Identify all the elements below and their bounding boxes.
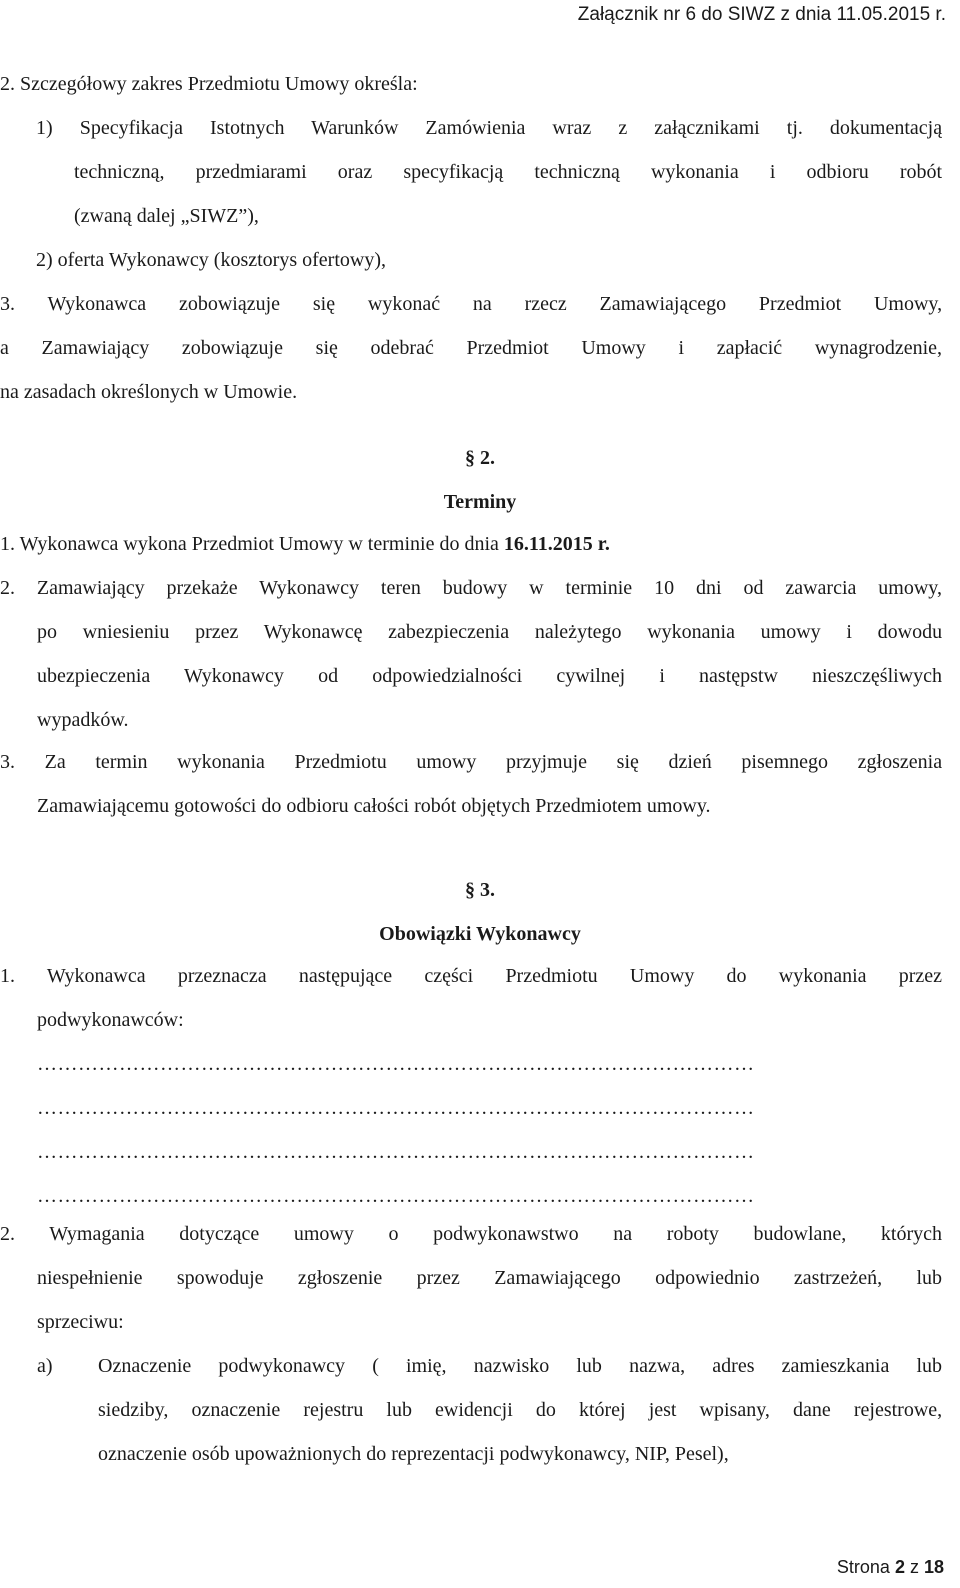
paragraph-2-title: 2. Szczegółowy zakres Przedmiotu Umowy określa:: [0, 73, 418, 95]
section-2-item-2-line-2: po wniesieniu przez Wykonawcę zabezpieczenia należytego wykonania umowy i dowodu: [37, 621, 942, 643]
sub-item-a-line-1: Oznaczenie podwykonawcy ( imię, nazwisko lub nazwa, adres zamieszkania lub: [98, 1355, 942, 1377]
fill-in-line-2: ……………………………………………………………………………………………: [37, 1097, 755, 1119]
fill-in-line-1: ……………………………………………………………………………………………: [37, 1053, 755, 1075]
footer-page-number: 2: [894, 1557, 905, 1577]
paragraph-3-line-2: a Zamawiający zobowiązuje się odebrać Przedmiot Umowy i zapłacić wynagrodzenie,: [0, 337, 942, 359]
fill-in-line-3: ……………………………………………………………………………………………: [37, 1141, 755, 1163]
section-2-item-2-line-4: wypadków.: [37, 709, 129, 731]
sub-item-a-marker: a): [37, 1355, 53, 1377]
deadline-date: 16.11.2015 r.: [503, 533, 610, 555]
sub-item-a-line-2: siedziby, oznaczenie rejestru lub ewidencji do której jest wpisany, dane rejestrowe,: [98, 1399, 942, 1421]
section-3-item-1-line-1: 1. Wykonawca przeznacza następujące części Przedmiotu Umowy do wykonania przez: [0, 965, 942, 987]
section-3-title: Obowiązki Wykonawcy: [379, 923, 581, 945]
section-2-title: Terminy: [443, 491, 517, 513]
footer-total-pages: 18: [923, 1557, 944, 1577]
section-2-item-3-line-1: 3. Za termin wykonania Przedmiotu umowy przyjmuje się dzień pisemnego zgłoszenia: [0, 751, 942, 773]
section-2-item-1: [0, 532, 610, 556]
section-2-item-2-line-1: 2. Zamawiający przekaże Wykonawcy teren budowy w terminie 10 dni od zawarcia umowy,: [0, 577, 942, 599]
footer-prefix: Strona: [836, 1557, 895, 1577]
section-2-item-3-line-2: Zamawiającemu gotowości do odbioru całości robót objętych Przedmiotem umowy.: [37, 795, 711, 817]
section-3-item-2-line-3: sprzeciwu:: [37, 1311, 124, 1333]
section-2-number: § 2.: [465, 447, 495, 469]
list-item-1-line-3: (zwaną dalej „SIWZ”),: [74, 205, 259, 227]
paragraph-3-line-1: 3. Wykonawca zobowiązuje się wykonać na rzecz Zamawiającego Przedmiot Umowy,: [0, 293, 942, 315]
section-3-item-1-line-2: podwykonawców:: [37, 1009, 184, 1031]
section-2-item-2-line-3: ubezpieczenia Wykonawcy od odpowiedzialności cywilnej i następstw nieszczęśliwych: [37, 665, 942, 687]
paragraph-3-line-3: na zasadach określonych w Umowie.: [0, 381, 298, 403]
footer-separator: z: [904, 1557, 924, 1577]
section-3-item-2-line-2: niespełnienie spowoduje zgłoszenie przez Zamawiającego odpowiednio zastrzeżeń, lub: [37, 1267, 942, 1289]
page-header: Załącznik nr 6 do SIWZ z dnia 11.05.2015 r.: [577, 4, 946, 25]
section-2-item-1-text: 1. Wykonawca wykona Przedmiot Umowy w terminie do dnia: [0, 533, 504, 555]
section-3-item-2-line-1: 2. Wymagania dotyczące umowy o podwykonawstwo na roboty budowlane, których: [0, 1223, 942, 1245]
page-footer: [837, 1557, 944, 1578]
list-item-1-line-1: 1) Specyfikacja Istotnych Warunków Zamówienia wraz z załącznikami tj. dokumentacją: [36, 117, 942, 139]
fill-in-line-4: ……………………………………………………………………………………………: [37, 1185, 755, 1207]
list-item-2: 2) oferta Wykonawcy (kosztorys ofertowy),: [36, 249, 386, 271]
sub-item-a-line-3: oznaczenie osób upoważnionych do reprezentacji podwykonawcy, NIP, Pesel),: [98, 1443, 729, 1465]
list-item-1-line-2: techniczną, przedmiarami oraz specyfikacją techniczną wykonania i odbioru robót: [74, 161, 942, 183]
section-3-number: § 3.: [465, 879, 495, 901]
